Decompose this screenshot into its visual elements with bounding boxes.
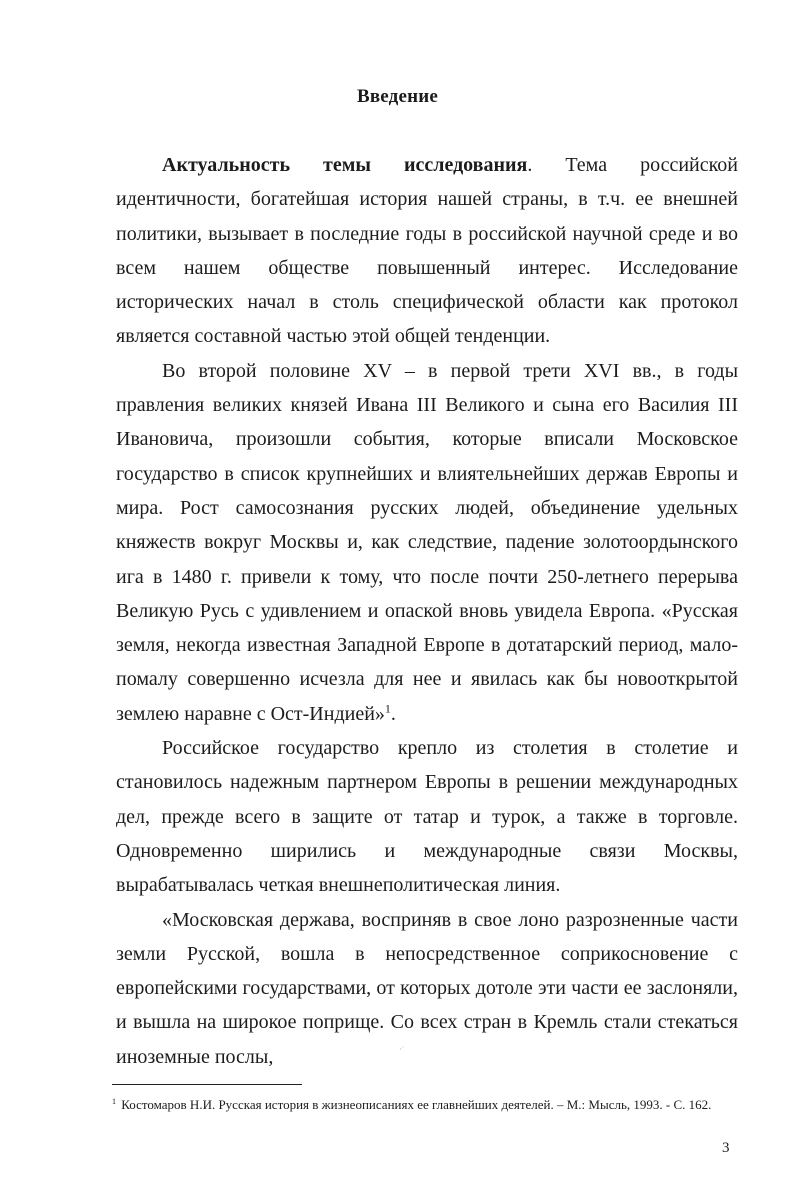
- footnote-text: Костомаров Н.И. Русская история в жизнеописаниях ее главнейших деятелей. – М.: Мысль, 1993. - С. 162.: [118, 1097, 712, 1112]
- paragraph-text: Российское государство крепло из столетия в столетие и становилось надежным партнером Европы в решении международных дел, прежде всего в защите от татар и турок, а также в торговле. Одновременно ширились и международные связи Москвы, вырабатывалась четкая внешнеполитическая линия.: [116, 737, 738, 897]
- paragraph-quote: [116, 903, 738, 1074]
- paragraph-text-end: .: [390, 702, 396, 725]
- paragraph-relevance: [116, 148, 738, 354]
- scan-artifact: ·˙: [399, 1045, 405, 1054]
- paragraph-text: . Тема российской идентичности, богатейшая история нашей страны, в т.ч. ее внешней политики, вызывает в последние годы в российской научной среде и во всем нашем обществе повышенный интерес. Исследование исторических начал в столь специфической области как протокол является составной частью этой общей тенденции.: [116, 154, 739, 348]
- page-number: 3: [722, 1140, 730, 1156]
- footnote-reference: 1: [384, 701, 391, 716]
- body-text: [116, 148, 738, 1074]
- footnote: [112, 1096, 752, 1114]
- page-title: Введение: [356, 86, 439, 107]
- footnote-number: 1: [112, 1096, 116, 1106]
- paragraph-state: [116, 731, 738, 902]
- paragraph-text: «Московская держава, восприняв в свое лоно разрозненные части земли Русской, вошла в непосредственное соприкосновение с европейскими государствами, от которых дотоле эти части ее заслоняли, и вышла на широкое поприще. Со всех стран в Кремль стали стекаться иноземные послы,: [116, 908, 738, 1068]
- footnote-divider: [112, 1084, 302, 1085]
- paragraph-history: [116, 354, 738, 731]
- paragraph-lead: Актуальность темы исследования: [162, 154, 528, 176]
- paragraph-text: Во второй половине XV – в первой трети XVI вв., в годы правления великих князей Ивана III Великого и сына его Василия III Ивановича, произошли события, которые вписали Московское государство в список крупнейших и влиятельнейших держав Европы и мира. Рост самосознания русских людей, объединение удельных княжеств вокруг Москвы и, как следствие, падение золотоордынского ига в 1480 г. привели к тому, что после почти 250-летнего перерыва Великую Русь с удивлением и опаской вновь увидела Европа. «Русская земля, некогда известная Западной Европе в дотатарский период, мало-помалу совершенно исчезла для нее и явилась как бы новооткрытой землею наравне с Ост-Индией»: [116, 359, 738, 725]
